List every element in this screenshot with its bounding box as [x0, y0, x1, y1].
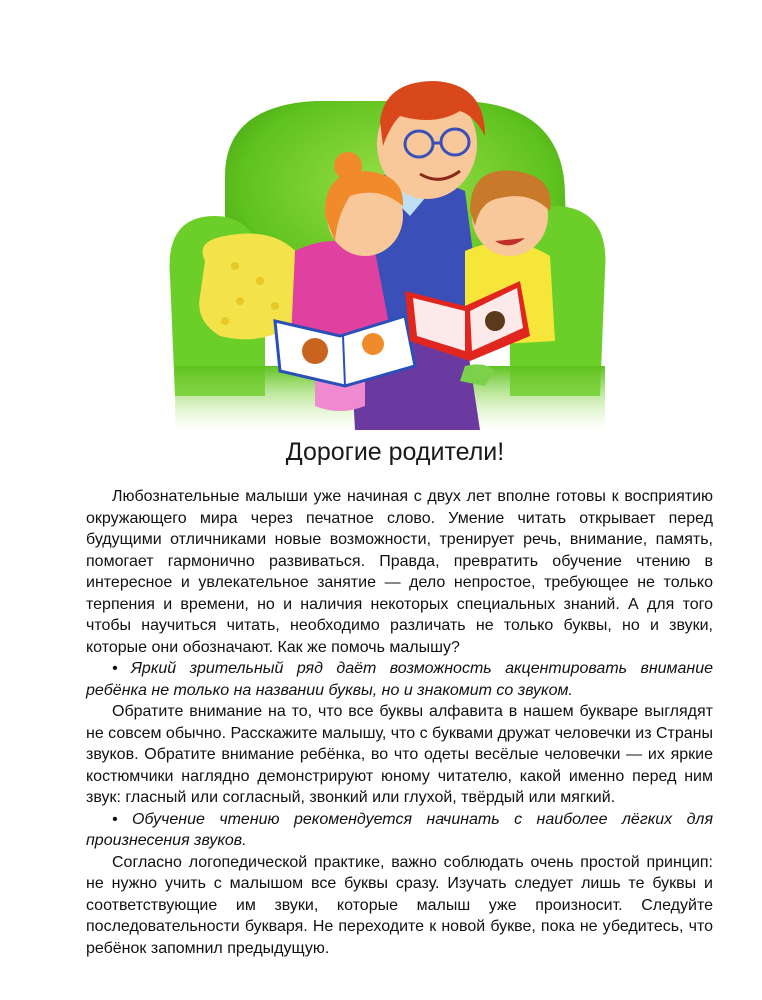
intro-article: [86, 486, 713, 959]
paragraph-alphabet: Обратите внимание на то, что все буквы алфавита в нашем букваре выглядят не совсем обычно. Расскажите малышу, что с буквами дружат человечки из Страны звуков. Обратите внимание ребёнка, во что одеты весёлые человечки — их яркие костюмчики наглядно демонстрируют юному читателю, какой именно перед ним звук: гласный или согласный, звонкий или глухой, твёрдый или мягкий.: [86, 703, 713, 806]
paragraph-intro: Любознательные малыши уже начиная с двух лет вполне готовы к восприятию окружающего мира через печатное слово. Умение читать открывает перед будущими отличниками новые возможности, тренирует речь, внимание, память, помогает гармонично развиваться. Правда, превратить обучение чтению в интересное и увлекательное занятие — дело непростое, требующее не только терпения и времени, но и наличия некоторых специальных знаний. А для того чтобы научиться читать, необходимо различать не только буквы, но и звуки, которые они обозначают. Как же помочь малышу?: [86, 488, 713, 656]
bullet-visual-series: • Яркий зрительный ряд даёт возможность акцентировать внимание ребёнка не только на названии буквы, но и знакомит со звуком.: [86, 660, 713, 699]
family-reading-illustration: [165, 66, 610, 430]
bullet-easy-sounds: • Обучение чтению рекомендуется начинать с наиболее лёгких для произнесения звуков.: [86, 810, 713, 849]
paragraph-speech-therapy: Согласно логопедической практике, важно соблюдать очень простой принцип: не нужно учить с малышом все буквы сразу. Изучать следует лишь те буквы и соответствующие им звуки, которые малыш уже произносит. Следуйте последовательности букваря. Не переходите к новой букве, пока не убедитесь, что ребёнок запомнил предыдущую.: [86, 853, 713, 957]
page-title: Дорогие родители!: [285, 438, 505, 466]
